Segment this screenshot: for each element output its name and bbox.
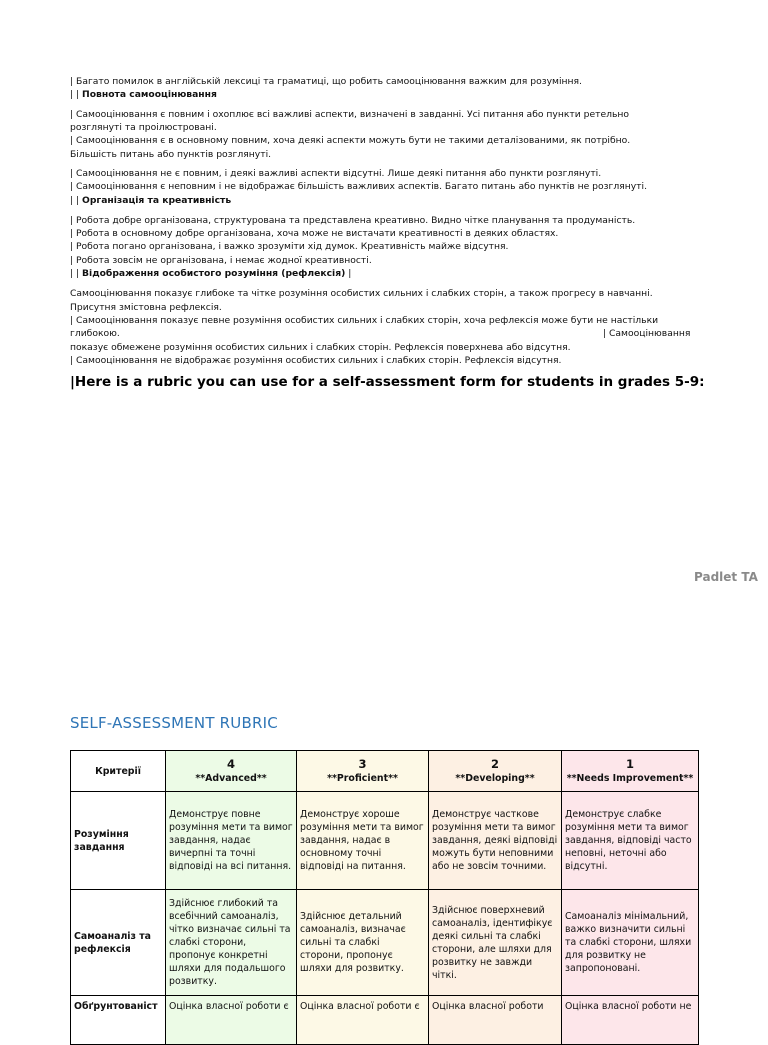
rubric-cell: Демонструє часткове розуміння мети та вимог завдання, деякі відповіді можуть бути неповними або не зовсім точними. [429, 792, 562, 890]
text-line: Присутня змістовна рефлексія. [70, 302, 222, 313]
text-line: | Самооцінювання показує певне розуміння особистих сильних і слабких сторін, хоча рефлексія може бути не настільки [70, 315, 659, 326]
rubric-cell: Демонструє повне розуміння мети та вимог завдання, надає вичерпні та точні відповіді на всі питання. [166, 792, 297, 890]
criterion-cell: Розуміння завдання [71, 792, 166, 890]
table-row [71, 996, 699, 1045]
pipe-suffix: | [345, 268, 352, 279]
level-label: **Developing** [455, 772, 535, 784]
rubric-cell: Демонструє слабке розуміння мети та вимог завдання, відповіді часто неповні, неточні або відсутні. [562, 792, 699, 890]
text-line [70, 194, 231, 207]
level-label: **Proficient** [327, 772, 398, 784]
text-line [70, 267, 351, 280]
text-line: | Робота зовсім не організована, і немає жодної креативності. [70, 255, 372, 266]
text-line [70, 88, 217, 101]
header-level-3 [297, 751, 429, 792]
text-line: | Самооцінювання є повним і охоплює всі важливі аспекти, визначені в завданні. Усі питання або пункти ретельно [70, 109, 630, 120]
rubric-cell: Здійснює детальний самоаналіз, визначає сильні та слабкі сторони, пропонує шляхи для розвитку. [297, 890, 429, 996]
text-line: показує обмежене розуміння особистих сильних і слабких сторін. Рефлексія поверхнева або відсутня. [70, 342, 571, 353]
text-line: Самооцінювання показує глибоке та чітке розуміння особистих сильних і слабких сторін, а також прогресу в навчанні. [70, 288, 653, 299]
pipe-prefix: | | [70, 195, 83, 206]
level-label: **Advanced** [195, 772, 267, 784]
text-line: | Багато помилок в англійській лексиці та граматиці, що робить самооцінювання важким для розуміння. [70, 76, 582, 87]
text-line: глибокою. [70, 328, 120, 339]
level-number: 1 [625, 756, 634, 771]
header-level-1 [562, 751, 699, 792]
rubric-title: SELF-ASSESSMENT RUBRIC [70, 714, 278, 732]
text-line: | Робота погано організована, і важко зрозуміти хід думок. Креативність майже відсутня. [70, 241, 509, 252]
pipe-prefix: | | [70, 268, 83, 279]
rubric-cell: Самоаналіз мінімальний, важко визначити сильні та слабкі сторони, шляхи для розвитку не запропоновані. [562, 890, 699, 996]
text-line: | Самооцінювання не відображає розуміння особистих сильних і слабких сторін. Рефлексія відсутня. [70, 355, 562, 366]
criterion-cell: Самоаналіз та рефлексія [71, 890, 166, 996]
header-level-2 [429, 751, 562, 792]
rubric-cell: Здійснює глибокий та всебічний самоаналіз, чітко визначає сильні та слабкі сторони, пропонує конкретні шляхи для подальшого розвитку. [166, 890, 297, 996]
header-criteria: Критерії [71, 751, 166, 792]
text-line: | Робота в основному добре організована, хоча може не вистачати креативності в деяких областях. [70, 228, 559, 239]
text-line: | Робота добре організована, структурована та представлена креативно. Видно чітке планування та продуманість. [70, 215, 636, 226]
rubric-cell: Оцінка власної роботи є [166, 996, 297, 1045]
text-line: | Самооцінювання є неповним і не відображає більшість важливих аспектів. Багато питань або пунктів не розглянуті. [70, 181, 648, 192]
text-line: Більшість питань або пунктів розглянуті. [70, 149, 272, 160]
rubric-cell: Здійснює поверхневий самоаналіз, ідентифікує деякі сильні та слабкі сторони, але шляхи для розвитку не завжди чіткі. [429, 890, 562, 996]
text-line: розглянуті та проілюстровані. [70, 122, 217, 133]
table-row [71, 890, 699, 996]
rubric-cell: Оцінка власної роботи є [297, 996, 429, 1045]
table-row [71, 792, 699, 890]
criterion-cell: Обґрунтованіст [71, 996, 166, 1045]
rubric-cell: Оцінка власної роботи [429, 996, 562, 1045]
pipe-prefix: | | [70, 89, 83, 100]
watermark: Padlet TA [694, 570, 758, 584]
section-heading-reflection: Відображення особистого розуміння (рефлексія) [82, 268, 346, 279]
level-number: 3 [358, 756, 367, 771]
rubric-cell: Демонструє хороше розуміння мети та вимог завдання, надає в основному точні відповіді на питання. [297, 792, 429, 890]
level-number: 4 [226, 756, 235, 771]
text-line: | Самооцінювання є в основному повним, хоча деякі аспекти можуть бути не такими деталізованими, як потрібно. [70, 135, 631, 146]
section-heading-completeness: Повнота самооцінювання [82, 89, 217, 100]
level-number: 2 [490, 756, 499, 771]
intro-heading: |Here is a rubric you can use for a self-assessment form for students in grades 5-9: [70, 374, 705, 390]
rubric-table [70, 750, 699, 1045]
table-header-row [71, 751, 699, 792]
text-line: | Самооцінювання не є повним, і деякі важливі аспекти відсутні. Лише деякі питання або пункти розглянуті. [70, 168, 602, 179]
text-line: | Самооцінювання [603, 328, 691, 339]
header-level-4 [166, 751, 297, 792]
rubric-cell: Оцінка власної роботи не [562, 996, 699, 1045]
level-label: **Needs Improvement** [566, 772, 694, 784]
section-heading-organization: Організація та креативність [82, 195, 232, 206]
